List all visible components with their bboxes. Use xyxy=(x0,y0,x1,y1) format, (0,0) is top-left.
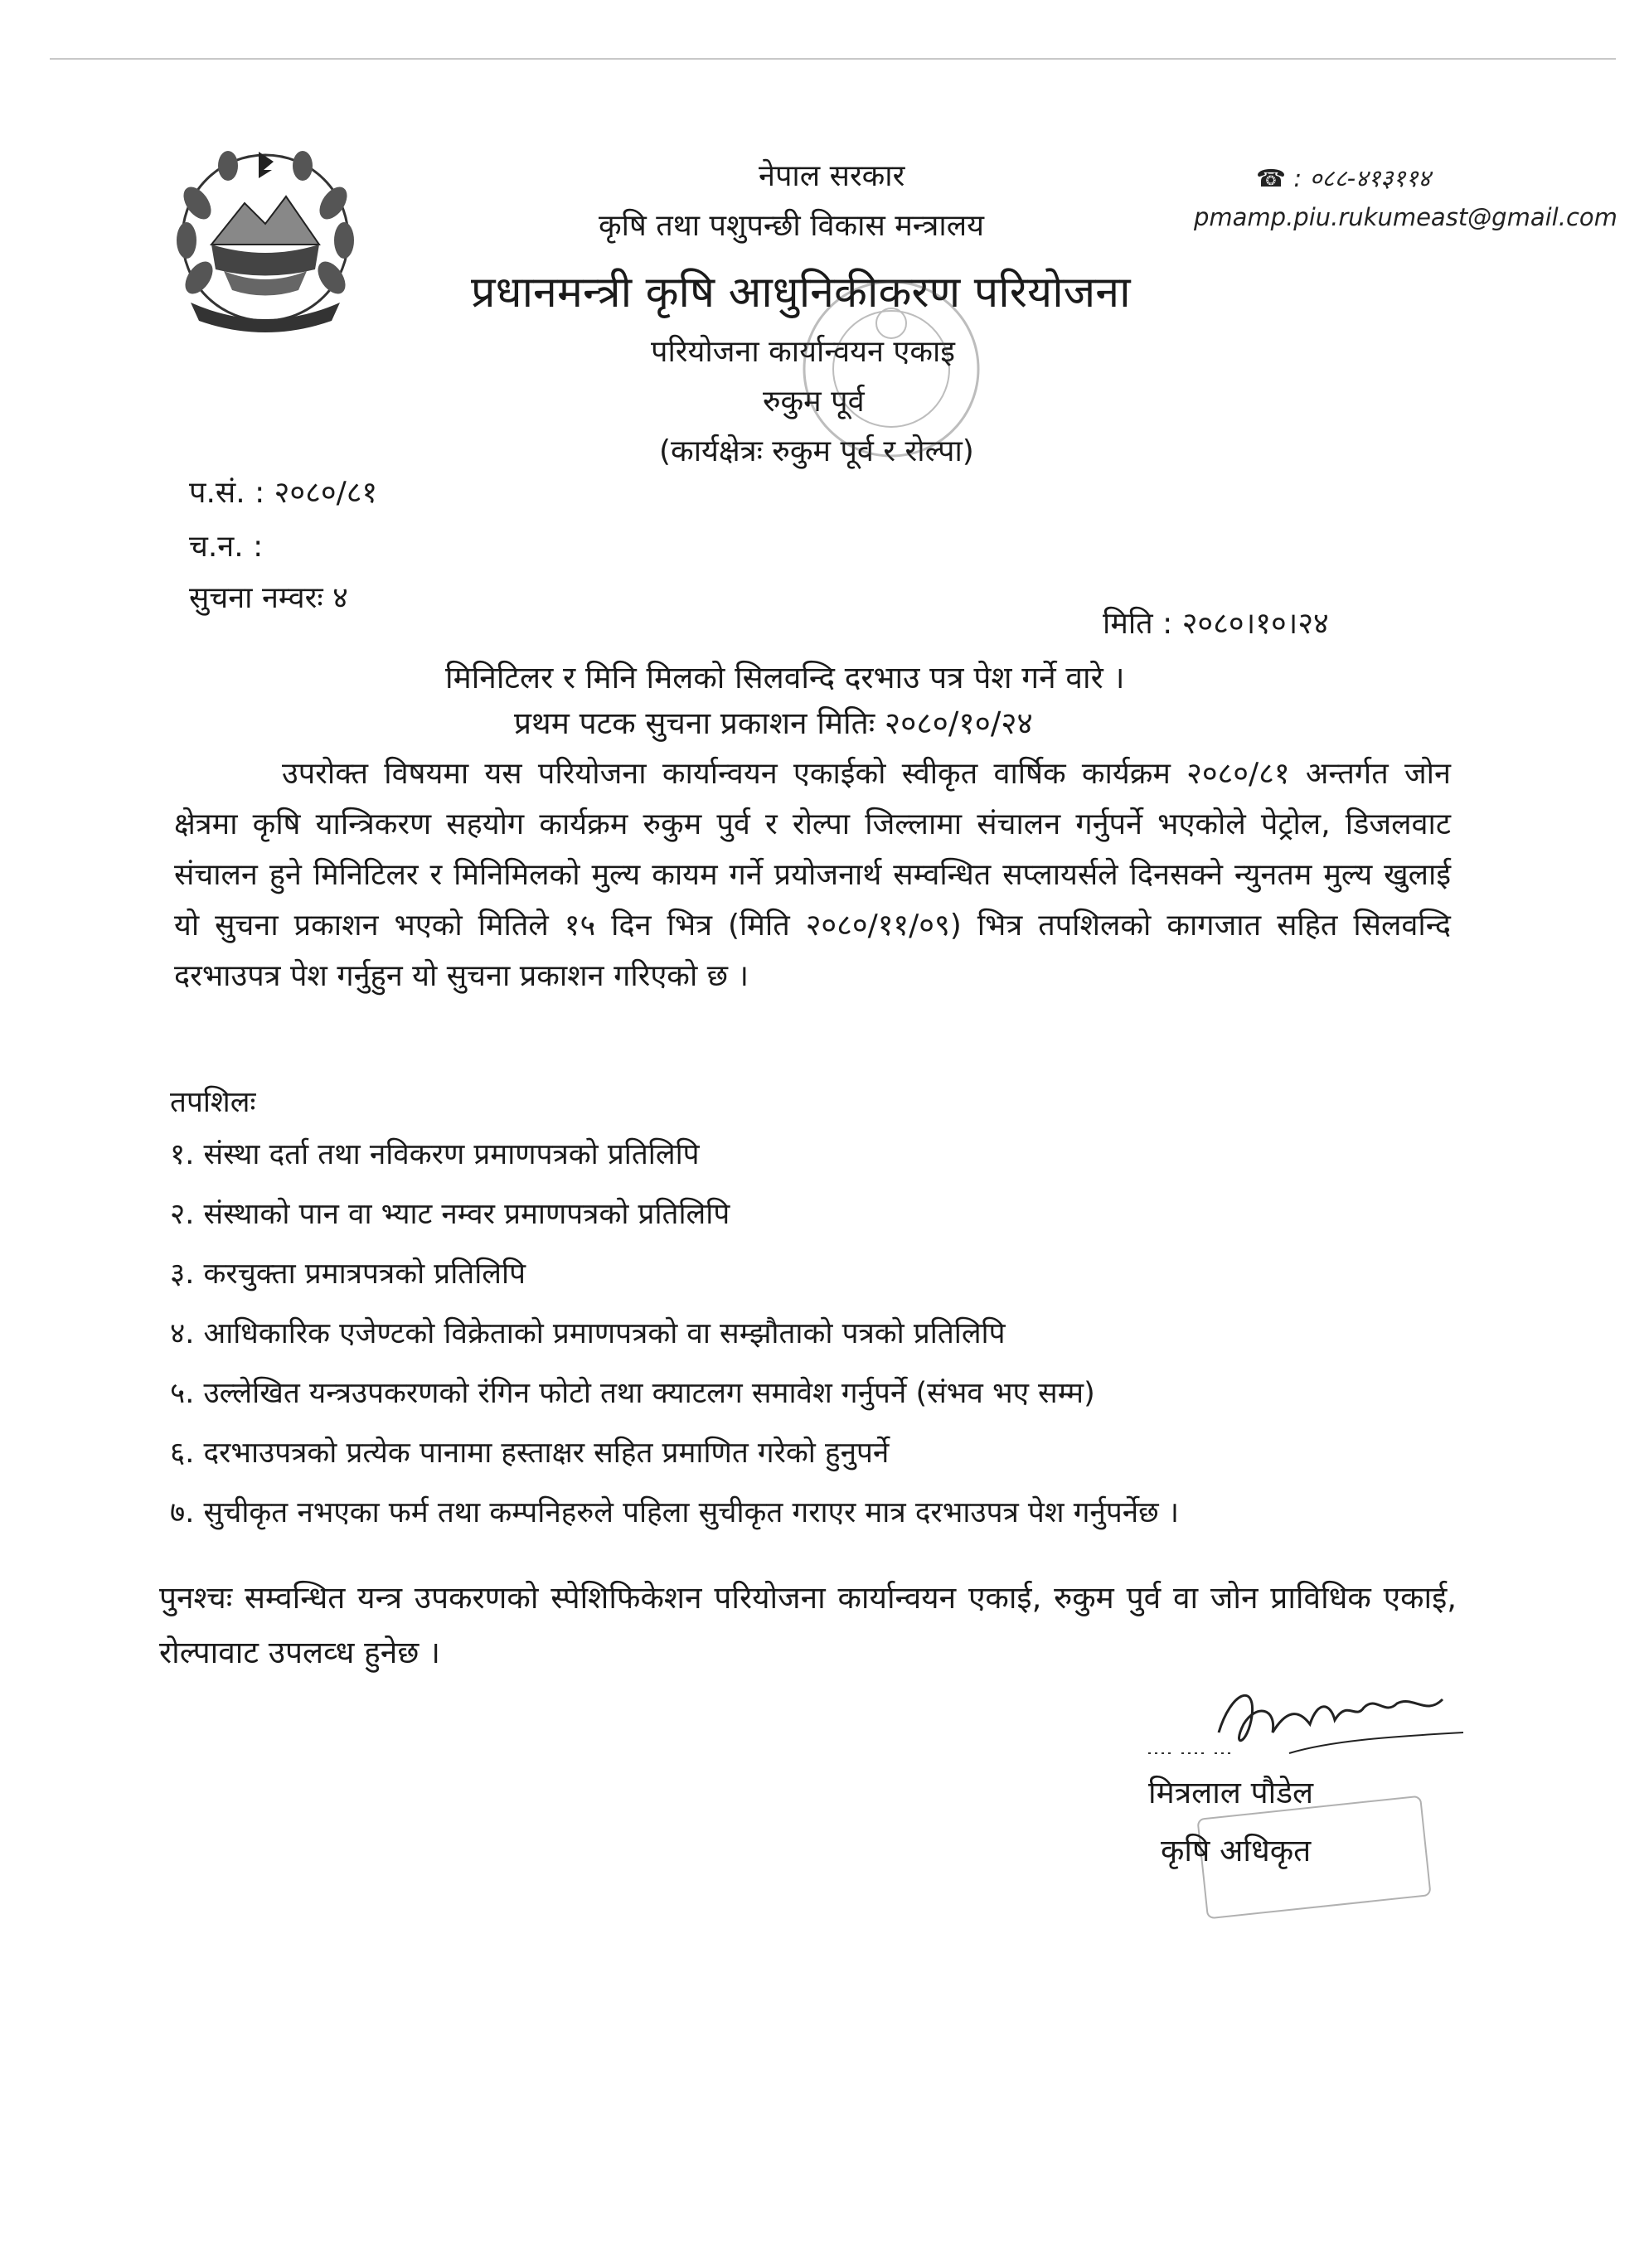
header-work-area: (कार्यक्षेत्रः रुकुम पूर्व र रोल्पा) xyxy=(659,434,974,468)
list-item: ७. सुचीकृत नभएका फर्म तथा कम्पनिहरुले पहिला सुचीकृत गराएर मात्र दरभाउपत्र पेश गर्नुपर्नेछ । xyxy=(170,1496,1180,1529)
list-item: २. संस्थाको पान वा भ्याट नम्वर प्रमाणपत्रको प्रतिलिपि xyxy=(170,1198,730,1231)
subject-title: मिनिटिलर र मिनि मिलको सिलवन्दि दरभाउ पत्र पेश गर्ने वारे । xyxy=(445,660,1125,695)
page-top-rule xyxy=(50,58,1616,60)
postscript: पुनश्चः सम्वन्धित यन्त्र उपकरणको स्पेशिफिकेशन परियोजना कार्यान्वयन एकाई, रुकुम पुर्व वा जोन प्राविधिक एकाई, रोल्पावाट उपलव्ध हुनेछ । xyxy=(159,1580,1457,1670)
phone-number: ☎ : ०८८-४१३११४ xyxy=(1256,164,1431,192)
reference-number: प.सं. : २०८०/८१ xyxy=(189,476,378,510)
dispatch-number: च.न. : xyxy=(189,530,264,564)
list-item: ३. करचुक्ता प्रमात्रपत्रको प्रतिलिपि xyxy=(170,1258,526,1291)
list-item: ४. आधिकारिक एजेण्टको विक्रेताको प्रमाणपत्रको वा सम्झौताको पत्रको प्रतिलिपि xyxy=(170,1317,1006,1350)
header-unit: परियोजना कार्यान्वयन एकाइ xyxy=(651,335,955,369)
publish-date: प्रथम पटक सुचना प्रकाशन मितिः २०८०/१०/२४ xyxy=(514,705,1033,741)
header-ministry: कृषि तथा पशुपन्छी विकास मन्त्रालय xyxy=(599,209,984,243)
requirements-list xyxy=(170,1134,1179,1552)
handwritten-signature-icon xyxy=(1140,1674,1472,1774)
list-item: १. संस्था दर्ता तथा नविकरण प्रमाणपत्रको प्रतिलिपि xyxy=(170,1138,700,1171)
signatory-name: मित्रलाल पौडेल xyxy=(1148,1775,1314,1810)
notice-number: सुचना नम्वरः ४ xyxy=(189,581,348,615)
header-government: नेपाल सरकार xyxy=(759,159,905,193)
letter-date: मिति : २०८०।१०।२४ xyxy=(1103,607,1329,641)
email-address: pmamp.piu.rukumeast@gmail.com xyxy=(1194,203,1617,231)
list-item: ६. दरभाउपत्रको प्रत्येक पानामा हस्ताक्षर सहित प्रमाणित गरेको हुनुपर्ने xyxy=(170,1437,890,1470)
header-location: रुकुम पूर्व xyxy=(763,385,865,419)
list-item: ५. उल्लेखित यन्त्रउपकरणको रंगिन फोटो तथा क्याटलग समावेश गर्नुपर्ने (संभव भए सम्म) xyxy=(170,1377,1095,1410)
office-seal-icon xyxy=(746,274,1028,464)
list-heading: तपशिलः xyxy=(170,1086,256,1119)
signatory-designation: कृषि अधिकृत xyxy=(1161,1833,1312,1868)
body-paragraph: उपरोक्त विषयमा यस परियोजना कार्यान्वयन एकाईको स्वीकृत वार्षिक कार्यक्रम २०८०/८१ अन्तर्गत जोन क्षेत्रमा कृषि यान्त्रिकरण सहयोग कार्यक्रम रुकुम पुर्व र रोल्पा जिल्लामा संचालन गर्नुपर्ने भएकोले पेट्रोल, डिजलवाट संचालन हुने मिनिटिलर र मिनिमिलको मुल्य कायम गर्ने प्रयोजनार्थ सम्वन्धित सप्लायर्सले दिनसक्ने न्युनतम मुल्य खुलाई यो सुचना प्रकाशन भएको मितिले १५ दिन भित्र (मिति २०८०/११/०९) भित्र तपशिलको कागजात सहित सिलवन्दि दरभाउपत्र पेश गर्नुहुन यो सुचना प्रकाशन गरिएको छ । xyxy=(174,757,1451,993)
nepal-emblem-icon xyxy=(166,145,365,336)
header-project-title: प्रधानमन्त्री कृषि आधुनिकीकरण परियोजना xyxy=(471,268,1131,317)
